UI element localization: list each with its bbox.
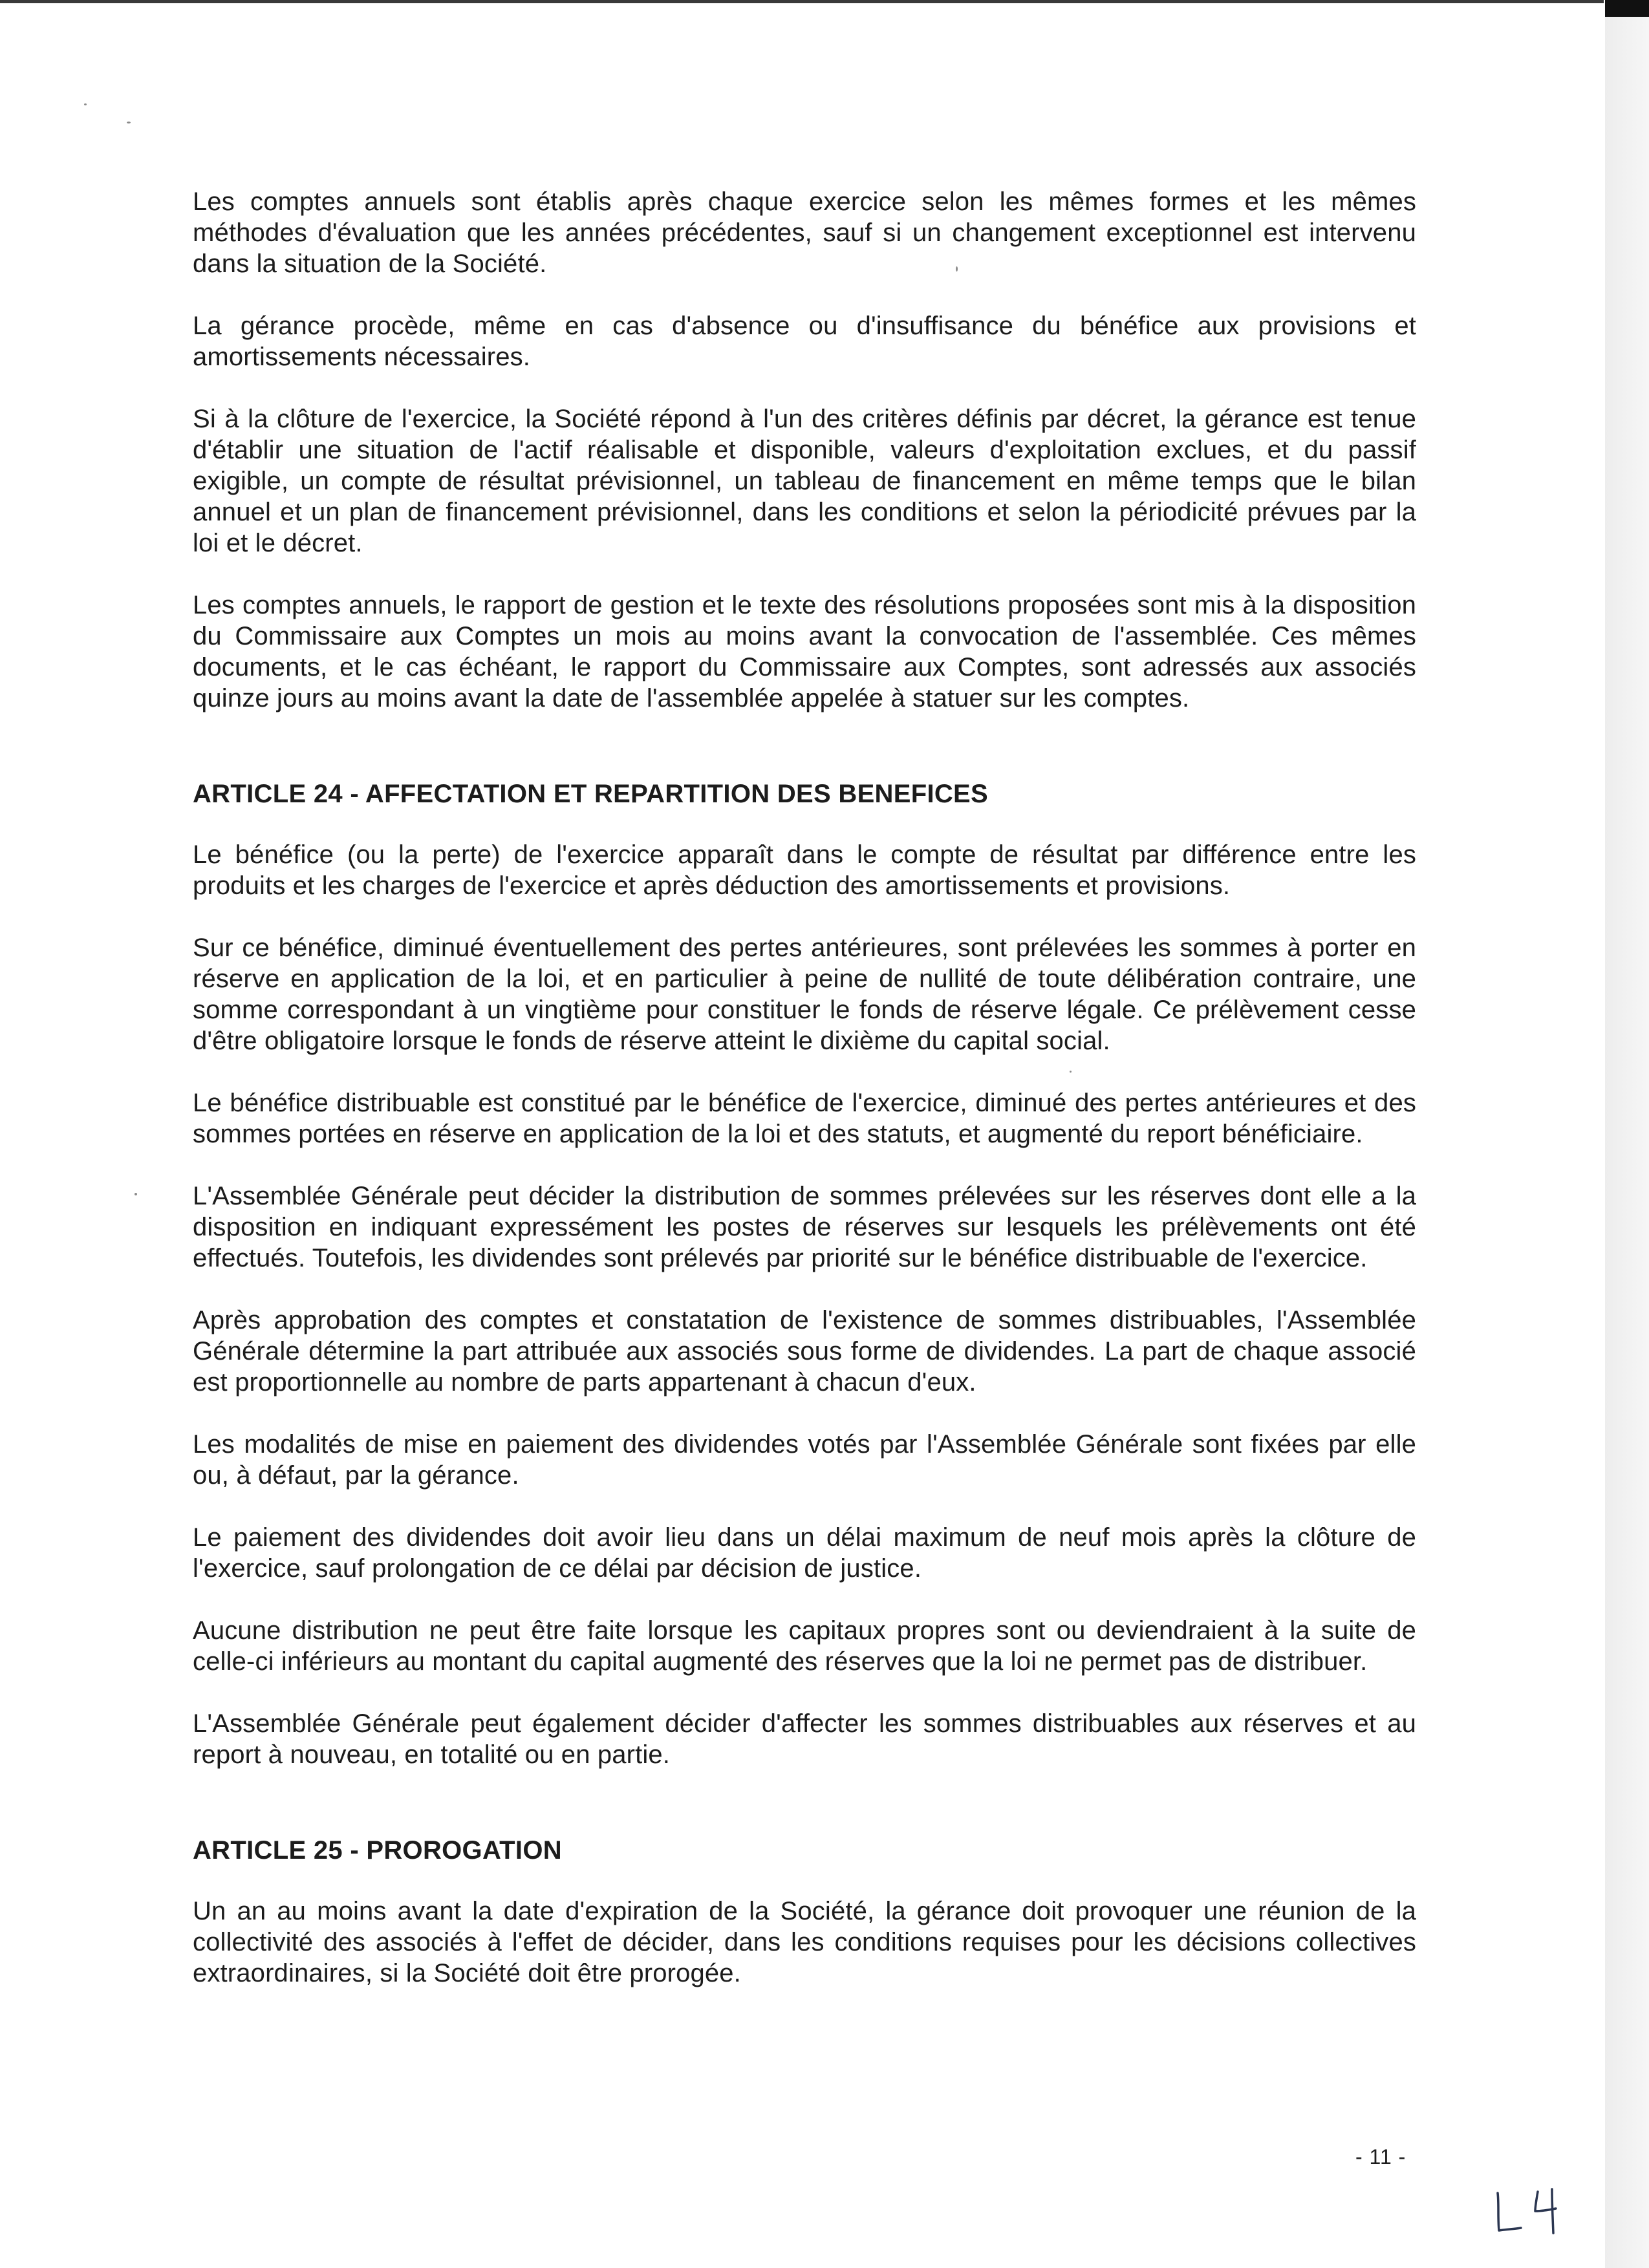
scan-corner-mark [1605, 0, 1649, 17]
scan-top-border [0, 0, 1604, 3]
paragraph: Le bénéfice (ou la perte) de l'exercice apparaît dans le compte de résultat par différence entre les produits et les charges de l'exercice et après déduction des amortissements et provisions. [193, 840, 1416, 900]
paragraph: Le bénéfice distribuable est constitué par le bénéfice de l'exercice, diminué des pertes antérieures et des sommes portées en réserve en application de la loi et des statuts, et augmenté du report bénéficiaire. [193, 1089, 1416, 1148]
scan-speck [127, 122, 131, 123]
paragraph: Sur ce bénéfice, diminué éventuellement des pertes antérieures, sont prélevées les sommes à porter en réserve en application de la loi, et en particulier à peine de nullité de toute délibération contraire, une somme correspondant à un vingtième pour constituer le fonds de réserve légale. Ce prélèvement cesse d'être obligatoire lorsque le fonds de réserve atteint le dixième du capital social. [193, 934, 1416, 1055]
article-24-heading: ARTICLE 24 - AFFECTATION ET REPARTITION DES BENEFICES [193, 780, 989, 808]
paragraph: Les modalités de mise en paiement des dividendes votés par l'Assemblée Générale sont fixées par elle ou, à défaut, par la gérance. [193, 1430, 1416, 1490]
scan-right-margin [1605, 0, 1649, 2268]
paragraph: Aucune distribution ne peut être faite lorsque les capitaux propres sont ou deviendraient à la suite de celle-ci inférieurs au montant du capital augmenté des réserves que la loi ne permet pas de distribuer. [193, 1616, 1416, 1676]
document-body [193, 186, 1416, 1989]
paragraph: L'Assemblée Générale peut également décider d'affecter les sommes distribuables aux réserves et au report à nouveau, en totalité ou en partie. [193, 1709, 1416, 1769]
scan-speck [84, 103, 87, 105]
paragraph: Le paiement des dividendes doit avoir lieu dans un délai maximum de neuf mois après la clôture de l'exercice, sauf prolongation de ce délai par décision de justice. [193, 1523, 1416, 1583]
paragraph: Les comptes annuels sont établis après chaque exercice selon les mêmes formes et les mêmes méthodes d'évaluation que les années précédentes, sauf si un changement exceptionnel est intervenu dans la situation de la Société. [193, 187, 1416, 278]
paragraph: L'Assemblée Générale peut décider la distribution de sommes prélevées sur les réserves dont elle a la disposition en indiquant expressément les postes de réserves sur lesquels les prélèvements ont été effectués. Toutefois, les dividendes sont prélevés par priorité sur le bénéfice distribuable de l'exercice. [193, 1182, 1416, 1272]
paragraph: Si à la clôture de l'exercice, la Société répond à l'un des critères définis par décret, la gérance est tenue d'établir une situation de l'actif réalisable et disponible, valeurs d'exploitation exclues, et du passif exigible, un compte de résultat prévisionnel, un tableau de financement en même temps que le bilan annuel et un plan de financement prévisionnel, dans les conditions et selon la périodicité prévues par la loi et le décret. [193, 405, 1416, 557]
paragraph: Un an au moins avant la date d'expiration de la Société, la gérance doit provoquer une réunion de la collectivité des associés à l'effet de décider, dans les conditions requises pour les décisions collectives extraordinaires, si la Société doit être prorogée. [193, 1897, 1416, 1987]
paragraph: Les comptes annuels, le rapport de gestion et le texte des résolutions proposées sont mis à la disposition du Commissaire aux Comptes un mois au moins avant la convocation de l'assemblée. Ces mêmes documents, et le cas échéant, le rapport du Commissaire aux Comptes, sont adressés aux associés quinze jours au moins avant la date de l'assemblée appelée à statuer sur les comptes. [193, 591, 1416, 712]
scan-speck [135, 1193, 137, 1195]
page-number: - 11 - [1355, 2145, 1406, 2168]
handwritten-initials [1487, 2185, 1571, 2237]
article-25-heading: ARTICLE 25 - PROROGATION [193, 1836, 562, 1865]
paragraph: Après approbation des comptes et constatation de l'existence de sommes distribuables, l'Assemblée Générale détermine la part attribuée aux associés sous forme de dividendes. La part de chaque associé est proportionnelle au nombre de parts appartenant à chacun d'eux. [193, 1306, 1416, 1396]
paragraph: La gérance procède, même en cas d'absence ou d'insuffisance du bénéfice aux provisions et amortissements nécessaires. [193, 312, 1416, 371]
